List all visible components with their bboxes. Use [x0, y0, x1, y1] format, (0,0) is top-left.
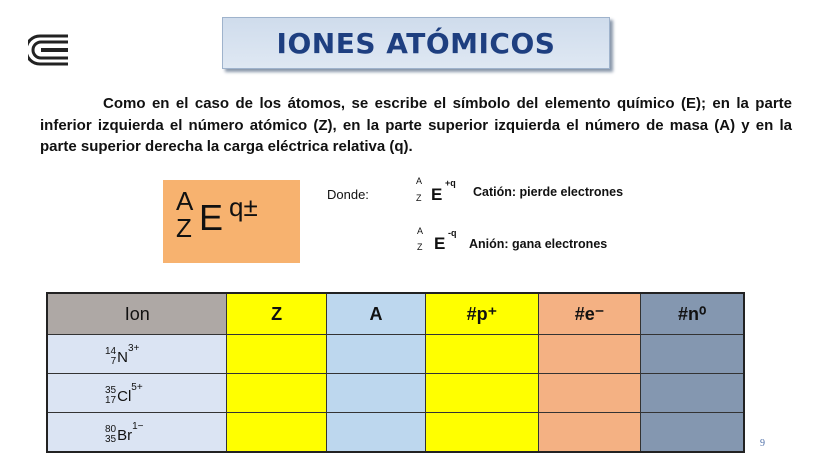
header-neutrons: #n⁰	[641, 293, 744, 335]
ion-cell	[47, 335, 227, 374]
protons-input-cell[interactable]	[426, 374, 538, 413]
header-ion: Ion	[47, 293, 227, 335]
header-protons: #p⁺	[426, 293, 538, 335]
mass-number-symbol: A	[176, 186, 194, 216]
title-banner	[222, 17, 610, 69]
general-notation-box	[163, 180, 300, 263]
electrons-input-cell[interactable]	[538, 413, 641, 453]
ion-mass: 35	[105, 385, 117, 396]
neutrons-input-cell[interactable]	[641, 374, 744, 413]
cation-atomic: Z	[416, 193, 422, 203]
cation-charge: +q	[445, 178, 456, 188]
header-z: Z	[227, 293, 326, 335]
cation-element: E	[431, 185, 443, 204]
intro-paragraph: Como en el caso de los átomos, se escribe el símbolo del elemento químico (E); en la parte inferior izquierda el número atómico (Z), en la parte superior izquierda el número de masa (A) y en la parte superior derecha la carga eléctrica relativa (q).	[40, 95, 792, 155]
table-header-row	[47, 293, 744, 335]
header-a: A	[326, 293, 425, 335]
atomic-number-symbol: Z	[176, 213, 192, 243]
ion-notation	[105, 382, 143, 406]
z-input-cell[interactable]	[227, 413, 326, 453]
page-title: IONES ATÓMICOS	[276, 26, 556, 60]
ion-mass: 14	[105, 346, 117, 357]
institution-logo-icon	[28, 33, 70, 67]
ion-symbol: N	[117, 348, 128, 366]
table-row	[47, 413, 744, 453]
table-row	[47, 374, 744, 413]
anion-mass: A	[417, 226, 424, 236]
protons-input-cell[interactable]	[426, 335, 538, 374]
cation-mass: A	[416, 176, 423, 186]
protons-input-cell[interactable]	[426, 413, 538, 453]
electrons-input-cell[interactable]	[538, 374, 641, 413]
page-number: 9	[760, 438, 765, 449]
anion-atomic: Z	[417, 242, 423, 252]
charge-symbol: q±	[229, 192, 258, 222]
ion-cell	[47, 413, 227, 453]
a-input-cell[interactable]	[326, 413, 425, 453]
ion-atomic: 35	[105, 434, 117, 445]
z-input-cell[interactable]	[227, 335, 326, 374]
cation-description: Catión: pierde electrones	[473, 185, 624, 199]
anion-description: Anión: gana electrones	[469, 237, 608, 251]
a-input-cell[interactable]	[326, 335, 425, 374]
table-row	[47, 335, 744, 374]
donde-label: Donde:	[327, 187, 369, 202]
ions-table	[46, 292, 745, 453]
ion-charge: 5+	[131, 382, 143, 393]
anion-element: E	[434, 234, 446, 253]
a-input-cell[interactable]	[326, 374, 425, 413]
electrons-input-cell[interactable]	[538, 335, 641, 374]
ion-symbol: Br	[117, 426, 133, 444]
element-symbol: E	[199, 197, 224, 238]
z-input-cell[interactable]	[227, 374, 326, 413]
ion-charge: 3+	[127, 343, 140, 354]
ion-charge: 1−	[132, 421, 144, 432]
ion-notation	[105, 421, 144, 445]
neutrons-input-cell[interactable]	[641, 413, 744, 453]
ion-notation	[105, 343, 140, 367]
ion-atomic: 7	[110, 356, 117, 367]
ion-atomic: 17	[105, 395, 117, 406]
ion-mass: 80	[105, 424, 117, 435]
ion-cell	[47, 374, 227, 413]
ion-symbol: Cl	[117, 387, 132, 405]
header-electrons: #e⁻	[538, 293, 641, 335]
anion-charge: -q	[448, 228, 457, 238]
neutrons-input-cell[interactable]	[641, 335, 744, 374]
